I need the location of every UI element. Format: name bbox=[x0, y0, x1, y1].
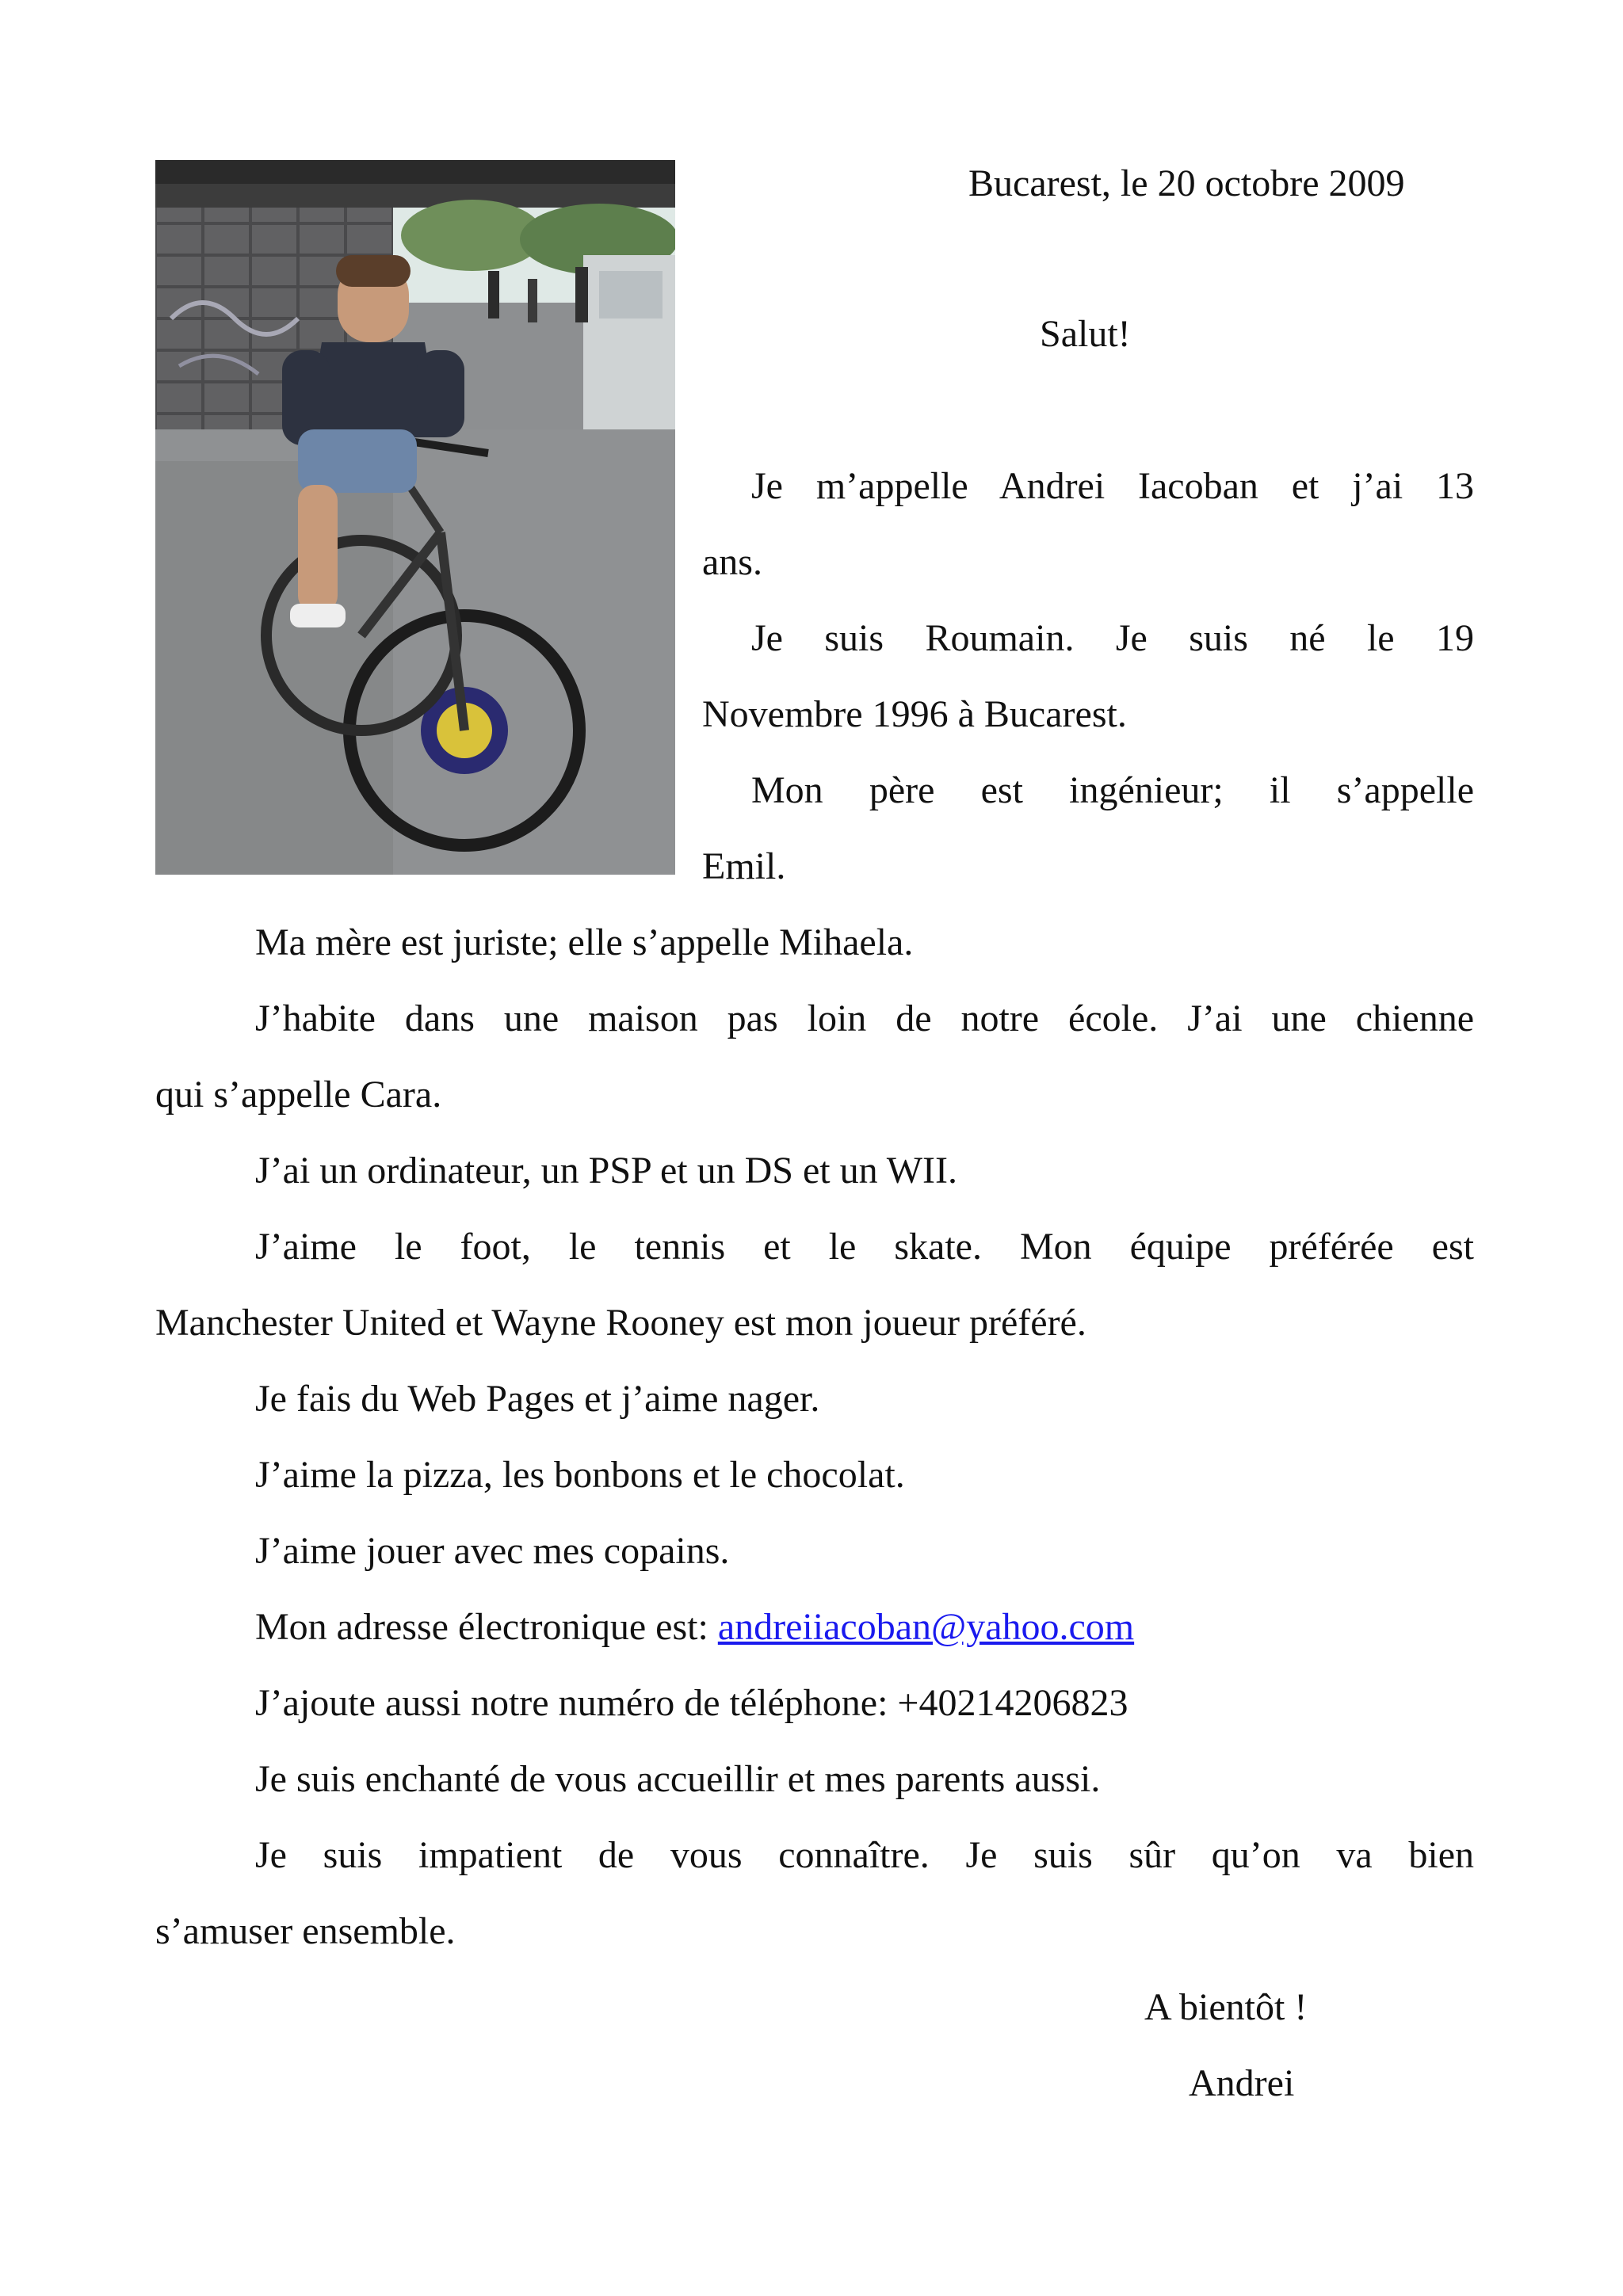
email-link[interactable]: andreiiacoban@yahoo.com bbox=[717, 1606, 1135, 1648]
letter-greeting: Salut! bbox=[1040, 313, 1131, 355]
paragraph-5-line-1: J’habite dans une maison pas loin de notre école. J’ai une chienne bbox=[255, 997, 1474, 1039]
paragraph-12: Je suis enchanté de vous accueillir et mes parents aussi. bbox=[255, 1758, 1101, 1800]
paragraph-9: J’aime la pizza, les bonbons et le chocolat. bbox=[255, 1454, 905, 1496]
paragraph-13-line-1: Je suis impatient de vous connaître. Je suis sûr qu’on va bien bbox=[255, 1834, 1474, 1876]
paragraph-6: J’ai un ordinateur, un PSP et un DS et un WII. bbox=[255, 1150, 957, 1192]
photo-illustration bbox=[155, 160, 675, 875]
letter-date: Bucarest, le 20 octobre 2009 bbox=[968, 162, 1405, 204]
boy-on-bicycle-photo bbox=[155, 160, 675, 875]
paragraph-8: Je fais du Web Pages et j’aime nager. bbox=[255, 1378, 820, 1420]
paragraph-7-line-1: J’aime le foot, le tennis et le skate. Mon équipe préférée est bbox=[255, 1226, 1474, 1268]
paragraph-3-line-2: Emil. bbox=[702, 845, 786, 887]
paragraph-5-line-2: qui s’appelle Cara. bbox=[155, 1074, 442, 1116]
phone-line: J’ajoute aussi notre numéro de téléphone: +40214206823 bbox=[255, 1682, 1128, 1724]
email-line bbox=[255, 1589, 1134, 1665]
email-label: Mon adresse électronique est: bbox=[255, 1606, 718, 1648]
paragraph-2-line-1: Je suis Roumain. Je suis né le 19 bbox=[751, 617, 1474, 659]
paragraph-2-line-2: Novembre 1996 à Bucarest. bbox=[702, 693, 1127, 735]
paragraph-13-line-2: s’amuser ensemble. bbox=[155, 1910, 456, 1952]
paragraph-4: Ma mère est juriste; elle s’appelle Mihaela. bbox=[255, 921, 914, 963]
paragraph-3-line-1: Mon père est ingénieur; il s’appelle bbox=[751, 769, 1474, 811]
letter-closing: A bientôt ! bbox=[1144, 1986, 1308, 2028]
paragraph-10: J’aime jouer avec mes copains. bbox=[255, 1530, 730, 1572]
paragraph-1-line-2: ans. bbox=[702, 541, 762, 583]
paragraph-1-line-1: Je m’appelle Andrei Iacoban et j’ai 13 bbox=[751, 465, 1474, 507]
letter-signature: Andrei bbox=[1189, 2062, 1295, 2104]
paragraph-7-line-2: Manchester United et Wayne Rooney est mon joueur préféré. bbox=[155, 1302, 1086, 1344]
